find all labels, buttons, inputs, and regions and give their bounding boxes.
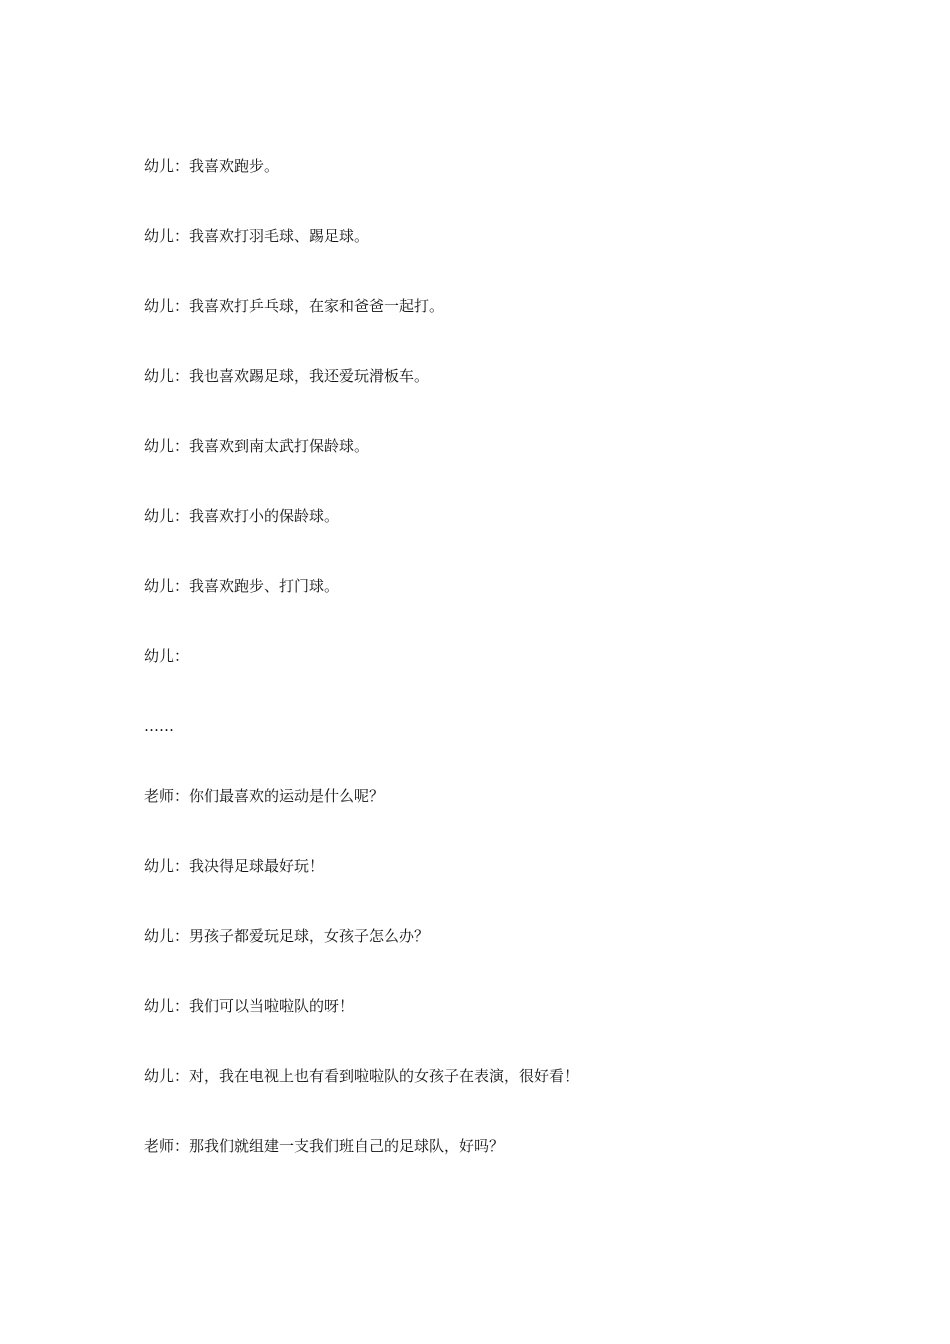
dialogue-line: 幼儿：我们可以当啦啦队的呀！ bbox=[144, 997, 355, 1015]
dialogue-line: 幼儿：对，我在电视上也有看到啦啦队的女孩子在表演，很好看！ bbox=[144, 1067, 580, 1085]
dialogue-line: 幼儿：男孩子都爱玩足球，女孩子怎么办？ bbox=[144, 927, 430, 945]
dialogue-lines bbox=[144, 155, 864, 1205]
dialogue-line: 老师：你们最喜欢的运动是什么呢？ bbox=[144, 787, 385, 805]
dialogue-line: 幼儿：我喜欢跑步。 bbox=[144, 157, 280, 175]
dialogue-line: 幼儿：我也喜欢踢足球，我还爱玩滑板车。 bbox=[144, 367, 430, 385]
dialogue-line: 幼儿： bbox=[144, 647, 190, 665]
ellipsis-line: …… bbox=[144, 717, 174, 735]
dialogue-line: 幼儿：我喜欢到南太武打保龄球。 bbox=[144, 437, 370, 455]
dialogue-line: 幼儿：我喜欢跑步、打门球。 bbox=[144, 577, 340, 595]
dialogue-line: 老师：那我们就组建一支我们班自己的足球队，好吗？ bbox=[144, 1137, 505, 1155]
dialogue-line: 幼儿：我喜欢打羽毛球、踢足球。 bbox=[144, 227, 370, 245]
dialogue-line: 幼儿：我决得足球最好玩！ bbox=[144, 857, 325, 875]
dialogue-line: 幼儿：我喜欢打小的保龄球。 bbox=[144, 507, 340, 525]
dialogue-line: 幼儿：我喜欢打乒乓球，在家和爸爸一起打。 bbox=[144, 297, 445, 315]
